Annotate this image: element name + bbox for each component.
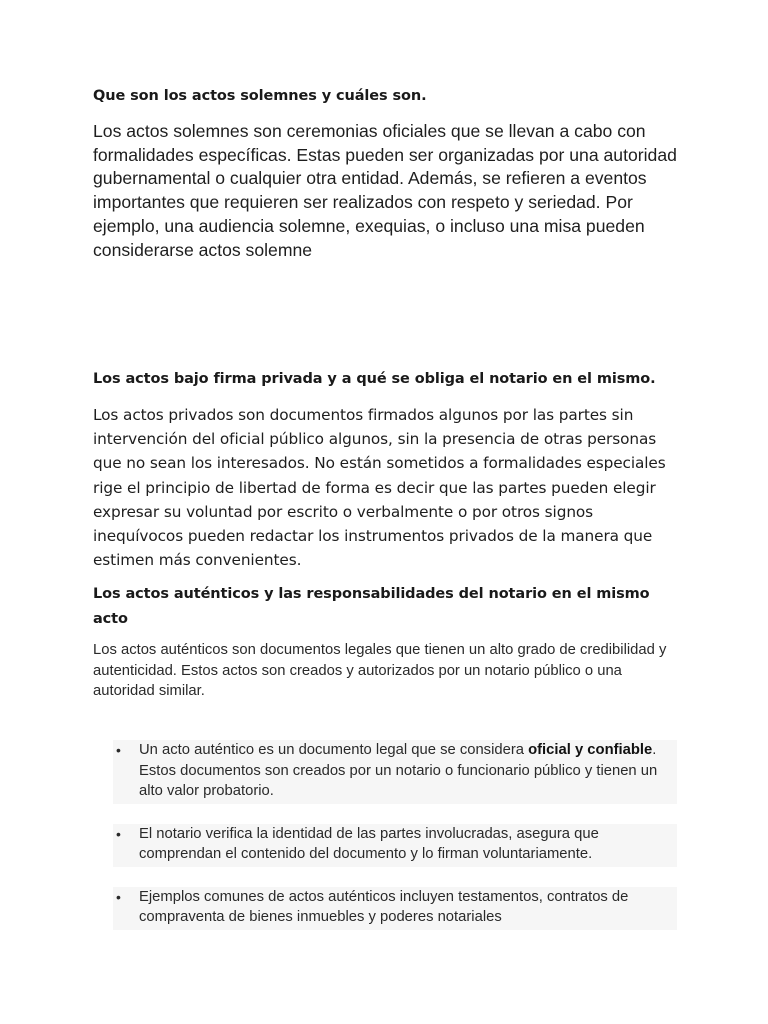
paragraph-solemn-acts: Los actos solemnes son ceremonias oficiales que se llevan a cabo con formalidades específicas. Estas pueden ser organizadas por una autoridad gubernamental o cualquier otra entidad. Además, se refieren a eventos importantes que requieren ser realizados con respeto y seriedad. Por ejemplo, una audiencia solemne, exequias, o incluso una misa pueden considerarse actos solemne	[93, 121, 677, 260]
list-item-text-before: Un acto auténtico es un documento legal que se considera	[139, 742, 529, 758]
bullet-icon: •	[116, 825, 121, 842]
list-item	[113, 824, 677, 867]
list-item-text: El notario verifica la identidad de las partes involucradas, asegura que comprendan el contenido del documento y lo firman voluntariamente.	[139, 825, 599, 862]
heading-private-acts: Los actos bajo firma privada y a qué se obliga el notario en el mismo.	[93, 371, 656, 387]
authentic-acts-bullet-list	[113, 740, 677, 930]
heading-solemn-acts: Que son los actos solemnes y cuáles son.	[93, 88, 427, 104]
list-item	[113, 740, 677, 804]
list-spacer	[113, 804, 677, 824]
list-item-text: Ejemplos comunes de actos auténticos incluyen testamentos, contratos de compraventa de bienes inmuebles y poderes notariales	[139, 888, 629, 925]
heading-authentic-acts: Los actos auténticos y las responsabilidades del notario en el mismo acto	[93, 586, 650, 627]
list-spacer	[113, 867, 677, 887]
list-item	[113, 887, 677, 930]
list-item-text-after: . Estos documentos son creados por un notario o funcionario público y tienen un alto valor probatorio.	[139, 742, 658, 799]
paragraph-private-acts: Los actos privados son documentos firmados algunos por las partes sin intervención del oficial público algunos, sin la presencia de otras personas que no sean los interesados. No están sometidos a formalidades especiales rige el principio de libertad de forma es decir que las partes pueden elegir expresar su voluntad por escrito o verbalmente o por otros signos inequívocos pueden redactar los instrumentos privados de la manera que estimen más convenientes.	[93, 406, 666, 570]
list-item-bold-text: oficial y confiable	[528, 742, 653, 758]
bullet-icon: •	[116, 742, 121, 758]
bullet-icon: •	[116, 888, 121, 905]
paragraph-authentic-acts: Los actos auténticos son documentos legales que tienen un alto grado de credibilidad y autenticidad. Estos actos son creados y autorizados por un notario público o una autoridad similar.	[93, 642, 667, 699]
